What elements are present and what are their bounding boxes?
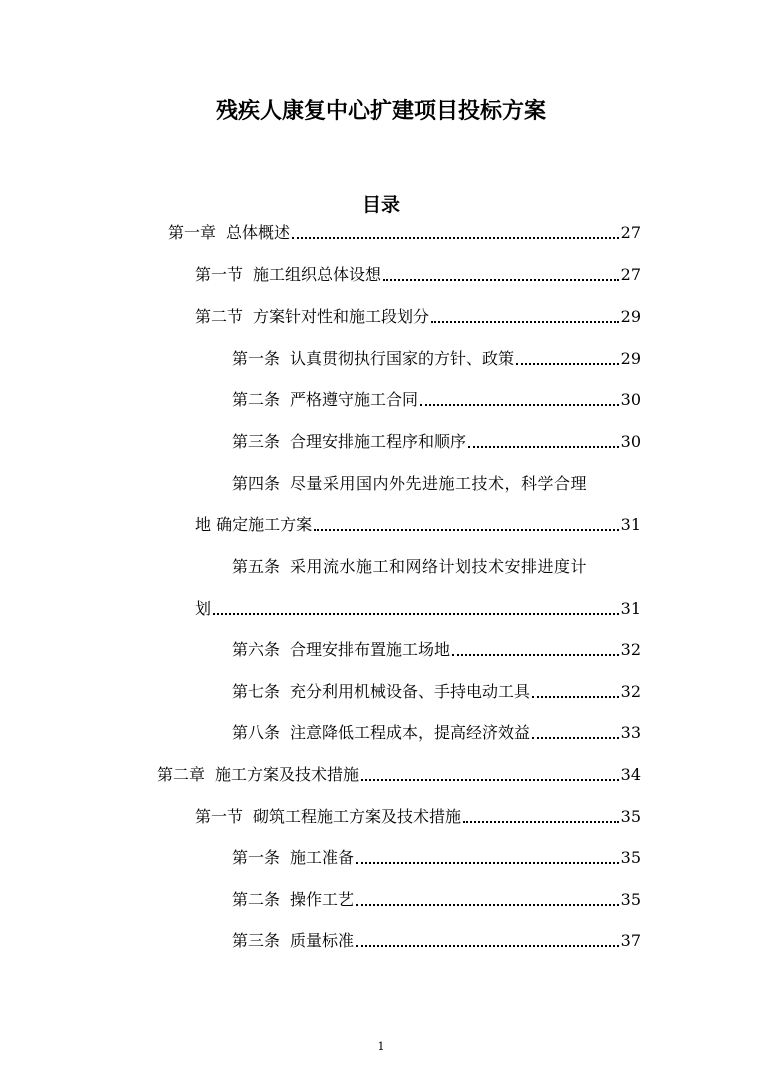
toc-entry-page: 33 [620, 723, 641, 742]
toc-heading: 目录 [361, 194, 400, 216]
toc-leader-dots [292, 237, 619, 239]
toc-entry-page: 27 [620, 265, 641, 284]
toc-entry[interactable] [232, 385, 641, 411]
toc-leader-dots [356, 904, 619, 906]
toc-entry-page: 29 [620, 349, 641, 368]
toc-entry-text: 质量标准 [290, 931, 355, 950]
toc-entry-page: 32 [620, 682, 641, 701]
toc-leader-dots [383, 279, 619, 281]
toc-entry[interactable] [232, 926, 641, 952]
toc-entry-page: 37 [620, 931, 641, 950]
toc-entry-text: 尽量采用国内外先进施工技术，科学合理 [290, 474, 588, 493]
toc-entry[interactable] [232, 552, 641, 578]
toc-entry[interactable] [232, 677, 641, 703]
toc-leader-dots [361, 779, 619, 781]
toc-entry[interactable] [232, 885, 641, 911]
toc-entry-page: 34 [620, 765, 641, 784]
toc-entry-text: 严格遵守施工合同 [290, 390, 419, 409]
toc-entry-continuation-text: 划 [195, 599, 212, 618]
toc-entry[interactable] [195, 802, 641, 828]
toc-leader-dots [314, 529, 619, 531]
toc-entry[interactable] [232, 469, 641, 495]
toc-leader-dots [468, 446, 619, 448]
toc-entry-label: 第二节 [195, 307, 244, 326]
toc-entry[interactable] [168, 218, 641, 244]
toc-entry-text: 合理安排布置施工场地 [290, 640, 451, 659]
toc-entry[interactable] [232, 718, 641, 744]
toc-entry-page: 31 [620, 515, 641, 534]
toc-entry-label: 第一节 [195, 265, 244, 284]
toc-entry-continuation[interactable] [195, 510, 641, 536]
toc-leader-dots [516, 363, 619, 365]
toc-entry-label: 第六条 [232, 640, 281, 659]
toc-entry-label: 第一章 [168, 223, 217, 242]
toc-leader-dots [463, 821, 619, 823]
toc-entry-label: 第五条 [232, 557, 281, 576]
toc-entry-text: 施工方案及技术措施 [215, 765, 360, 784]
toc-entry[interactable] [157, 760, 641, 786]
toc-entry-label: 第一条 [232, 848, 281, 867]
toc-entry-text: 注意降低工程成本，提高经济效益 [290, 723, 531, 742]
toc-entry-label: 第七条 [232, 682, 281, 701]
toc-entry-label: 第二条 [232, 390, 281, 409]
page-number: 1 [377, 1040, 385, 1053]
toc-entry[interactable] [232, 635, 641, 661]
toc-entry[interactable] [232, 843, 641, 869]
toc-entry-label: 第一节 [195, 807, 244, 826]
toc-entry[interactable] [195, 302, 641, 328]
document-title: 残疾人康复中心扩建项目投标方案 [215, 99, 546, 124]
toc-leader-dots [532, 737, 619, 739]
toc-entry-text: 方案针对性和施工段划分 [253, 307, 430, 326]
toc-leader-dots [356, 945, 619, 947]
toc-leader-dots [532, 696, 619, 698]
toc-entry-label: 第三条 [232, 432, 281, 451]
toc-entry-page: 30 [620, 432, 641, 451]
toc-leader-dots [213, 613, 619, 615]
toc-entry-text: 总体概述 [226, 223, 291, 242]
toc-entry-text: 施工准备 [290, 848, 355, 867]
toc-entry-label: 第八条 [232, 723, 281, 742]
toc-entry-text: 充分利用机械设备、手持电动工具 [290, 682, 531, 701]
toc-entry-page: 27 [620, 223, 641, 242]
toc-entry-text: 施工组织总体设想 [253, 265, 382, 284]
toc-entry-label: 第二条 [232, 890, 281, 909]
toc-entry-page: 29 [620, 307, 641, 326]
toc-leader-dots [452, 654, 619, 656]
toc-entry[interactable] [232, 427, 641, 453]
toc-entry-page: 32 [620, 640, 641, 659]
toc-entry[interactable] [195, 260, 641, 286]
toc-entry-page: 35 [620, 807, 641, 826]
toc-entry-page: 30 [620, 390, 641, 409]
toc-entry-text: 采用流水施工和网络计划技术安排进度计 [290, 557, 588, 576]
toc-entry-label: 第一条 [232, 349, 281, 368]
toc-leader-dots [420, 404, 619, 406]
toc-entry[interactable] [232, 344, 641, 370]
toc-entry-page: 35 [620, 890, 641, 909]
toc-entry-label: 第四条 [232, 474, 281, 493]
toc-leader-dots [356, 862, 619, 864]
toc-entry-text: 合理安排施工程序和顺序 [290, 432, 467, 451]
toc-entry-label: 第二章 [157, 765, 206, 784]
toc-entry-text: 认真贯彻执行国家的方针、政策 [290, 349, 515, 368]
toc-entry-label: 第三条 [232, 931, 281, 950]
toc-leader-dots [431, 321, 619, 323]
toc-entry-continuation[interactable] [195, 594, 641, 620]
toc-entry-text: 操作工艺 [290, 890, 355, 909]
toc-entry-page: 31 [620, 599, 641, 618]
toc-entry-continuation-text: 地 确定施工方案 [195, 515, 313, 534]
toc-entry-page: 35 [620, 848, 641, 867]
toc-entry-text: 砌筑工程施工方案及技术措施 [253, 807, 462, 826]
